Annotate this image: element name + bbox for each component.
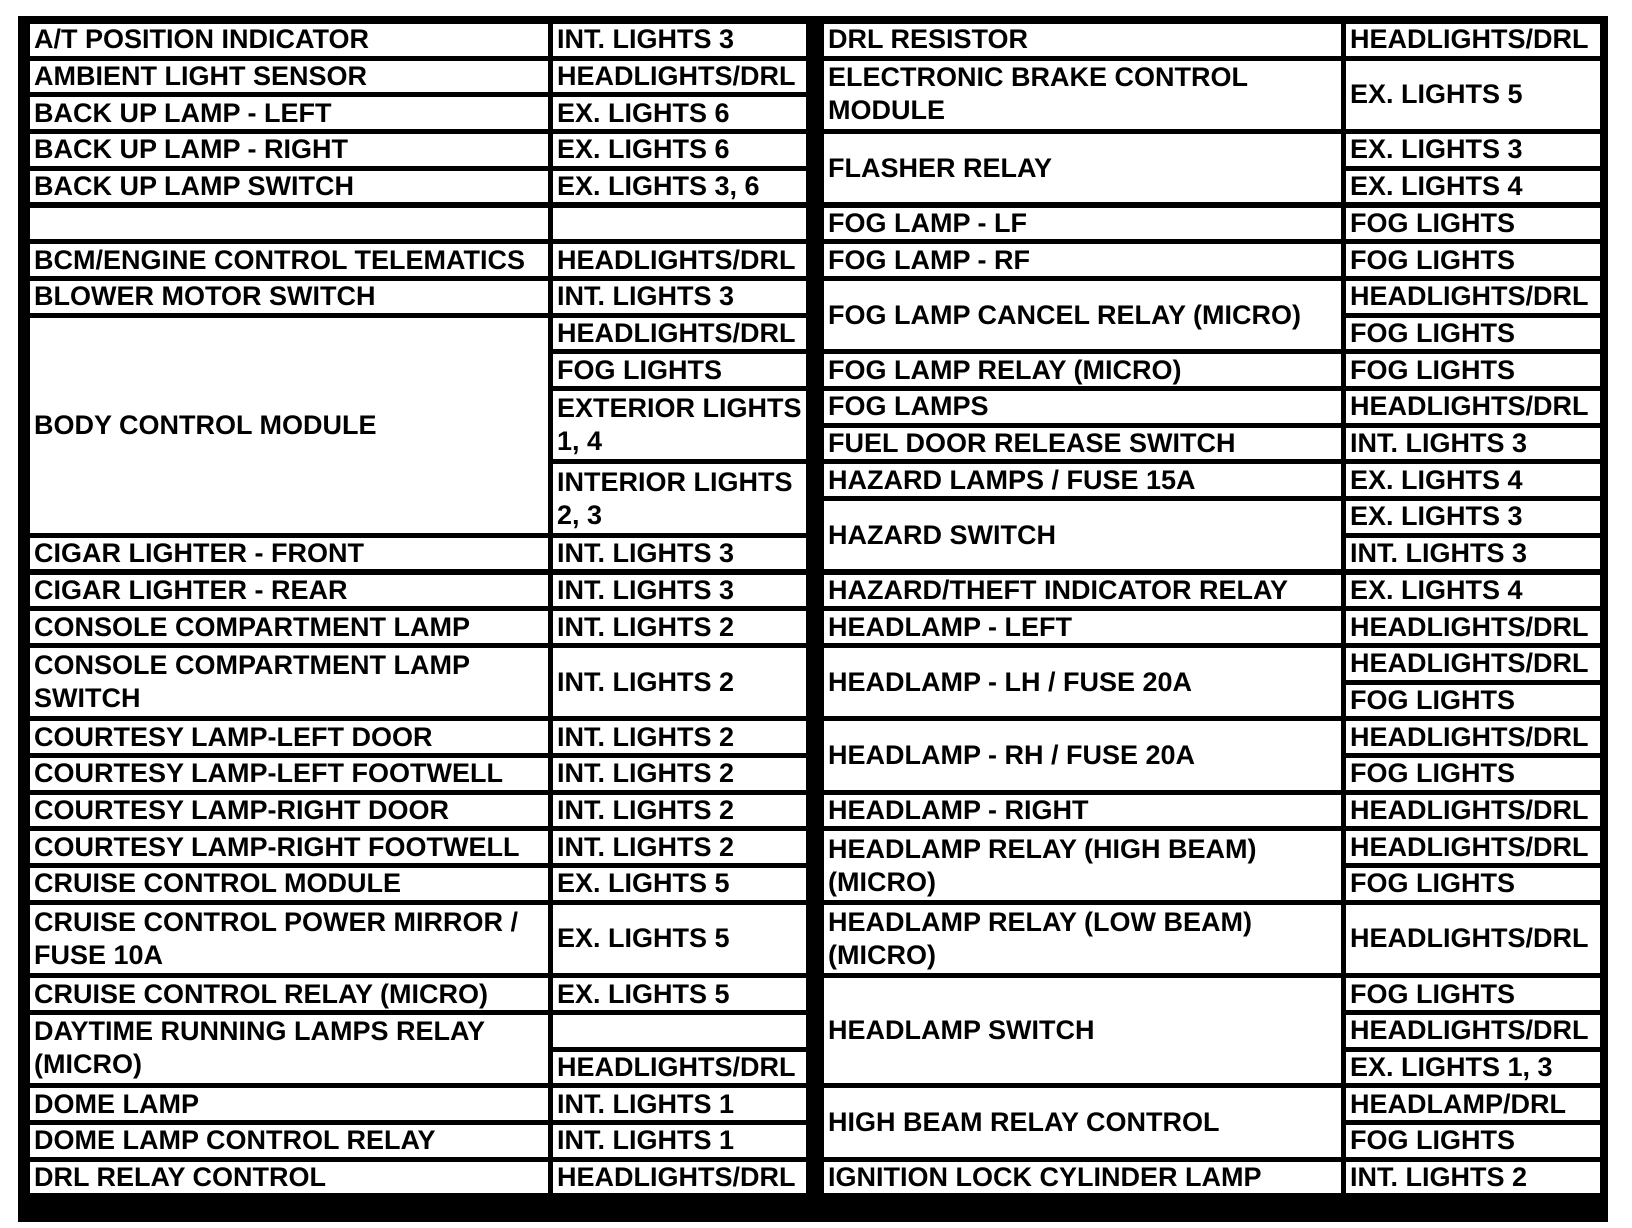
section-cell: INT. LIGHTS 3 bbox=[553, 24, 806, 56]
section-cell: HEADLIGHTS/DRL bbox=[1346, 391, 1600, 423]
section-cell: EX. LIGHTS 3 bbox=[1346, 134, 1600, 166]
component-cell: FOG LAMP CANCEL RELAY (MICRO) bbox=[824, 281, 1341, 349]
component-cell: HEADLAMP - RH / FUSE 20A bbox=[824, 721, 1341, 789]
component-cell: DOME LAMP bbox=[30, 1088, 548, 1120]
component-cell: AMBIENT LIGHT SENSOR bbox=[30, 61, 548, 93]
section-cell: HEADLIGHTS/DRL bbox=[1346, 831, 1600, 863]
section-cell: INT. LIGHTS 2 bbox=[553, 795, 806, 827]
section-cell: EX. LIGHTS 5 bbox=[1346, 61, 1600, 129]
section-cell: HEADLIGHTS/DRL bbox=[553, 61, 806, 93]
section-cell: EX. LIGHTS 5 bbox=[553, 978, 806, 1010]
component-cell: FLASHER RELAY bbox=[824, 134, 1341, 202]
component-cell: CRUISE CONTROL POWER MIRROR / FUSE 10A bbox=[30, 905, 548, 973]
section-cell: FOG LIGHTS bbox=[1346, 208, 1600, 240]
section-cell: HEADLIGHTS/DRL bbox=[1346, 648, 1600, 680]
component-cell: HEADLAMP RELAY (HIGH BEAM) (MICRO) bbox=[824, 831, 1341, 899]
component-cell: HEADLAMP - LH / FUSE 20A bbox=[824, 648, 1341, 716]
component-cell: COURTESY LAMP-LEFT DOOR bbox=[30, 721, 548, 753]
component-cell: CONSOLE COMPARTMENT LAMP bbox=[30, 611, 548, 643]
component-cell: ELECTRONIC BRAKE CONTROL MODULE bbox=[824, 61, 1341, 129]
section-cell: HEADLIGHTS/DRL bbox=[1346, 24, 1600, 56]
section-cell: INT. LIGHTS 3 bbox=[1346, 428, 1600, 460]
component-cell: HAZARD LAMPS / FUSE 15A bbox=[824, 464, 1341, 496]
component-cell: CONSOLE COMPARTMENT LAMP SWITCH bbox=[30, 648, 548, 716]
section-cell: FOG LIGHTS bbox=[1346, 758, 1600, 790]
component-cell: DRL RESISTOR bbox=[824, 24, 1341, 56]
section-cell: FOG LIGHTS bbox=[1346, 354, 1600, 386]
section-cell: HEADLAMP/DRL bbox=[1346, 1088, 1600, 1120]
component-cell: HEADLAMP RELAY (LOW BEAM) (MICRO) bbox=[824, 905, 1341, 973]
component-cell: HAZARD SWITCH bbox=[824, 501, 1341, 569]
section-cell: EX. LIGHTS 6 bbox=[553, 134, 806, 166]
section-cell: INT. LIGHTS 1 bbox=[553, 1125, 806, 1157]
component-cell bbox=[30, 208, 548, 240]
component-cell: FOG LAMP - RF bbox=[824, 244, 1341, 276]
section-cell: EX. LIGHTS 4 bbox=[1346, 464, 1600, 496]
section-cell: INT. LIGHTS 2 bbox=[1346, 1162, 1600, 1194]
section-cell: FOG LIGHTS bbox=[1346, 244, 1600, 276]
section-cell: EXTERIOR LIGHTS 1, 4 bbox=[553, 391, 806, 459]
section-cell: FOG LIGHTS bbox=[1346, 1125, 1600, 1157]
component-cell: HEADLAMP - LEFT bbox=[824, 611, 1341, 643]
component-cell: FUEL DOOR RELEASE SWITCH bbox=[824, 428, 1341, 460]
section-cell: HEADLIGHTS/DRL bbox=[1346, 611, 1600, 643]
section-cell: INT. LIGHTS 2 bbox=[553, 831, 806, 863]
section-cell: EX. LIGHTS 5 bbox=[553, 905, 806, 973]
component-cell: HIGH BEAM RELAY CONTROL bbox=[824, 1088, 1341, 1156]
section-cell bbox=[553, 1015, 806, 1047]
component-cell: CIGAR LIGHTER - FRONT bbox=[30, 538, 548, 570]
section-cell: EX. LIGHTS 4 bbox=[1346, 575, 1600, 607]
component-cell: HEADLAMP - RIGHT bbox=[824, 795, 1341, 827]
component-cell: COURTESY LAMP-RIGHT DOOR bbox=[30, 795, 548, 827]
section-cell: EX. LIGHTS 6 bbox=[553, 97, 806, 129]
component-cell: FOG LAMP RELAY (MICRO) bbox=[824, 354, 1341, 386]
section-cell: FOG LIGHTS bbox=[1346, 318, 1600, 350]
component-cell: BLOWER MOTOR SWITCH bbox=[30, 281, 548, 313]
section-cell: EX. LIGHTS 3, 6 bbox=[553, 171, 806, 203]
section-cell: FOG LIGHTS bbox=[1346, 868, 1600, 900]
section-cell: FOG LIGHTS bbox=[553, 354, 806, 386]
section-cell: INT. LIGHTS 3 bbox=[553, 538, 806, 570]
section-cell: INT. LIGHTS 2 bbox=[553, 721, 806, 753]
component-cell: FOG LAMPS bbox=[824, 391, 1341, 423]
component-cell: IGNITION LOCK CYLINDER LAMP bbox=[824, 1162, 1341, 1194]
section-cell: INT. LIGHTS 2 bbox=[553, 758, 806, 790]
section-cell: HEADLIGHTS/DRL bbox=[553, 244, 806, 276]
component-cell: HAZARD/THEFT INDICATOR RELAY bbox=[824, 575, 1341, 607]
component-cell: HEADLAMP SWITCH bbox=[824, 978, 1341, 1083]
component-cell: BACK UP LAMP - RIGHT bbox=[30, 134, 548, 166]
section-cell: HEADLIGHTS/DRL bbox=[1346, 795, 1600, 827]
section-cell bbox=[553, 208, 806, 240]
section-cell: FOG LIGHTS bbox=[1346, 978, 1600, 1010]
section-cell: HEADLIGHTS/DRL bbox=[1346, 905, 1600, 973]
section-cell: INT. LIGHTS 3 bbox=[1346, 538, 1600, 570]
component-cell: FOG LAMP - LF bbox=[824, 208, 1341, 240]
wiring-index-table bbox=[18, 16, 1608, 1222]
section-cell: HEADLIGHTS/DRL bbox=[1346, 1015, 1600, 1047]
section-cell: HEADLIGHTS/DRL bbox=[553, 1052, 806, 1084]
component-cell: DRL RELAY CONTROL bbox=[30, 1162, 548, 1194]
component-cell: COURTESY LAMP-LEFT FOOTWELL bbox=[30, 758, 548, 790]
component-cell: COURTESY LAMP-RIGHT FOOTWELL bbox=[30, 831, 548, 863]
component-cell: A/T POSITION INDICATOR bbox=[30, 24, 548, 56]
component-cell: BCM/ENGINE CONTROL TELEMATICS bbox=[30, 244, 548, 276]
component-cell: CRUISE CONTROL MODULE bbox=[30, 868, 548, 900]
section-cell: HEADLIGHTS/DRL bbox=[553, 318, 806, 350]
section-cell: HEADLIGHTS/DRL bbox=[1346, 721, 1600, 753]
component-cell: BACK UP LAMP SWITCH bbox=[30, 171, 548, 203]
section-cell: HEADLIGHTS/DRL bbox=[553, 1162, 806, 1194]
section-cell: EX. LIGHTS 3 bbox=[1346, 501, 1600, 533]
section-cell: INT. LIGHTS 2 bbox=[553, 648, 806, 716]
component-cell: CIGAR LIGHTER - REAR bbox=[30, 575, 548, 607]
section-cell: INT. LIGHTS 2 bbox=[553, 611, 806, 643]
component-cell: CRUISE CONTROL RELAY (MICRO) bbox=[30, 978, 548, 1010]
section-cell: HEADLIGHTS/DRL bbox=[1346, 281, 1600, 313]
component-cell: BODY CONTROL MODULE bbox=[30, 318, 548, 533]
section-cell: INTERIOR LIGHTS 2, 3 bbox=[553, 464, 806, 532]
section-cell: INT. LIGHTS 3 bbox=[553, 281, 806, 313]
section-cell: INT. LIGHTS 3 bbox=[553, 575, 806, 607]
component-cell: DOME LAMP CONTROL RELAY bbox=[30, 1125, 548, 1157]
section-cell: INT. LIGHTS 1 bbox=[553, 1088, 806, 1120]
component-cell: DAYTIME RUNNING LAMPS RELAY (MICRO) bbox=[30, 1015, 548, 1083]
section-cell: EX. LIGHTS 1, 3 bbox=[1346, 1052, 1600, 1084]
section-cell: EX. LIGHTS 5 bbox=[553, 868, 806, 900]
section-cell: FOG LIGHTS bbox=[1346, 685, 1600, 717]
section-cell: EX. LIGHTS 4 bbox=[1346, 171, 1600, 203]
component-cell: BACK UP LAMP - LEFT bbox=[30, 97, 548, 129]
